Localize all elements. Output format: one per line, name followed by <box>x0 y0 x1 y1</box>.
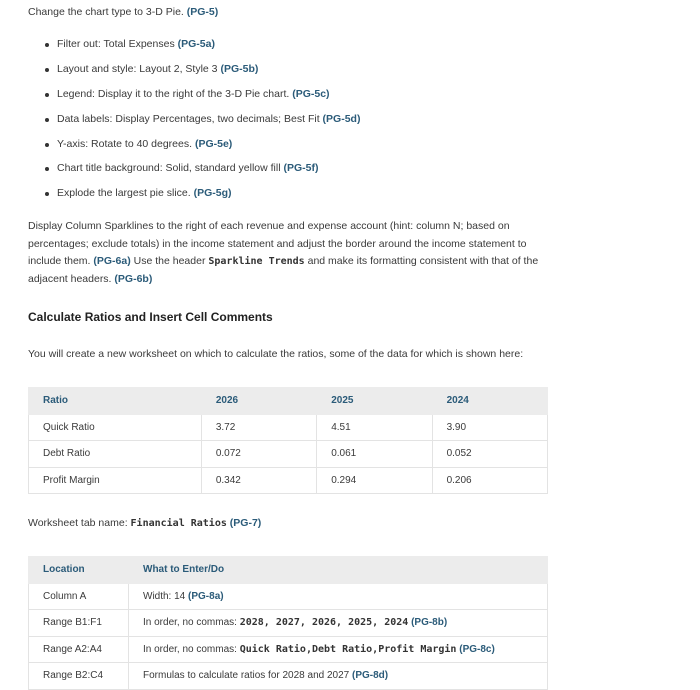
table-header-row <box>29 388 548 415</box>
step-reference: (PG-5c) <box>292 87 330 100</box>
list-item: Y-axis: Rotate to 40 degrees. (PG-5e) <box>28 132 360 157</box>
entry-code: Quick Ratio,Debt Ratio,Profit Margin <box>239 643 457 655</box>
list-item: Chart title background: Solid, standard yellow fill (PG-5f) <box>28 156 360 181</box>
table-cell: 0.052 <box>432 441 547 468</box>
table-row <box>29 467 548 494</box>
step-reference: (PG-5f) <box>283 162 319 175</box>
tab-name-code: Financial Ratios <box>130 518 227 529</box>
step-reference: (PG-7) <box>229 517 262 529</box>
step-reference: (PG-5g) <box>193 187 232 200</box>
table-cell: 4.51 <box>317 414 432 441</box>
column-header: 2024 <box>432 388 547 415</box>
instruction-text: Change the chart type to 3-D Pie. <box>28 6 184 18</box>
table-cell: 0.061 <box>317 441 432 468</box>
list-item: Layout and style: Layout 2, Style 3 (PG-5b) <box>28 57 360 82</box>
table-row <box>29 583 548 610</box>
ratio-table <box>28 387 548 494</box>
location-cell: Column A <box>29 583 129 610</box>
table-cell: 0.294 <box>317 467 432 494</box>
step-reference: (PG-8c) <box>459 643 495 655</box>
bullet-icon <box>45 167 49 171</box>
step-reference: (PG-5d) <box>322 112 361 125</box>
bullet-icon <box>45 118 49 122</box>
ratios-intro: You will create a new worksheet on which to calculate the ratios, some of the data for which is shown here: <box>28 348 524 360</box>
section-heading: Calculate Ratios and Insert Cell Comments <box>28 310 273 324</box>
table-cell: 3.90 <box>432 414 547 441</box>
list-item: Legend: Display it to the right of the 3-D Pie chart. (PG-5c) <box>28 82 360 107</box>
table-row <box>29 441 548 468</box>
instruction-cell: In order, no commas: 2028, 2027, 2026, 2025, 2024 (PG-8b) <box>129 610 548 637</box>
step-reference: (PG-8b) <box>411 617 448 629</box>
chart-options-list <box>28 32 360 206</box>
column-header: 2026 <box>201 388 316 415</box>
step-reference: (PG-5e) <box>194 137 233 150</box>
table-cell: 0.072 <box>201 441 316 468</box>
table-cell: 0.206 <box>432 467 547 494</box>
instruction-cell: Width: 14 (PG-8a) <box>129 583 548 610</box>
step-reference: (PG-8a) <box>188 590 224 602</box>
table-row <box>29 414 548 441</box>
step-reference: (PG-6b) <box>114 272 153 285</box>
chart-type-instruction <box>28 4 558 22</box>
step-reference: (PG-8d) <box>352 670 389 682</box>
table-cell: Debt Ratio <box>29 441 202 468</box>
worksheet-tab-instruction: Worksheet tab name: Financial Ratios (PG-7) <box>28 517 262 529</box>
column-header: What to Enter/Do <box>129 557 548 584</box>
bullet-icon <box>45 192 49 196</box>
table-row <box>29 636 548 663</box>
table-header-row <box>29 557 548 584</box>
location-cell: Range B2:C4 <box>29 663 129 690</box>
bullet-icon <box>45 43 49 47</box>
bullet-icon <box>45 68 49 72</box>
step-reference: (PG-5b) <box>220 62 259 75</box>
column-header: Location <box>29 557 129 584</box>
table-cell: Quick Ratio <box>29 414 202 441</box>
instruction-cell: In order, no commas: Quick Ratio,Debt Ratio,Profit Margin (PG-8c) <box>129 636 548 663</box>
list-item: Explode the largest pie slice. (PG-5g) <box>28 181 360 206</box>
step-reference: (PG-5) <box>186 6 219 18</box>
table-cell: 0.342 <box>201 467 316 494</box>
list-item: Data labels: Display Percentages, two decimals; Best Fit (PG-5d) <box>28 107 360 132</box>
column-header: 2025 <box>317 388 432 415</box>
table-row <box>29 663 548 690</box>
sparkline-instruction: Display Column Sparklines to the right of each revenue and expense account (hint: column N; based on percentages; exclude totals) in the income statement and adjust the border around the income statement to include them. (PG-6a) Use the header Sparkline Trends and make its formatting consistent with that of the adjacent headers. (PG-6b) <box>28 220 539 285</box>
table-row <box>29 610 548 637</box>
header-code: Sparkline Trends <box>208 256 305 267</box>
bullet-icon <box>45 93 49 97</box>
location-table <box>28 556 548 690</box>
table-cell: Profit Margin <box>29 467 202 494</box>
column-header: Ratio <box>29 388 202 415</box>
list-item: Filter out: Total Expenses (PG-5a) <box>28 32 360 57</box>
step-reference: (PG-6a) <box>93 255 131 267</box>
bullet-icon <box>45 143 49 147</box>
entry-code: 2028, 2027, 2026, 2025, 2024 <box>239 617 409 629</box>
table-cell: 3.72 <box>201 414 316 441</box>
location-cell: Range B1:F1 <box>29 610 129 637</box>
location-cell: Range A2:A4 <box>29 636 129 663</box>
step-reference: (PG-5a) <box>177 38 215 50</box>
instruction-cell: Formulas to calculate ratios for 2028 and 2027 (PG-8d) <box>129 663 548 690</box>
